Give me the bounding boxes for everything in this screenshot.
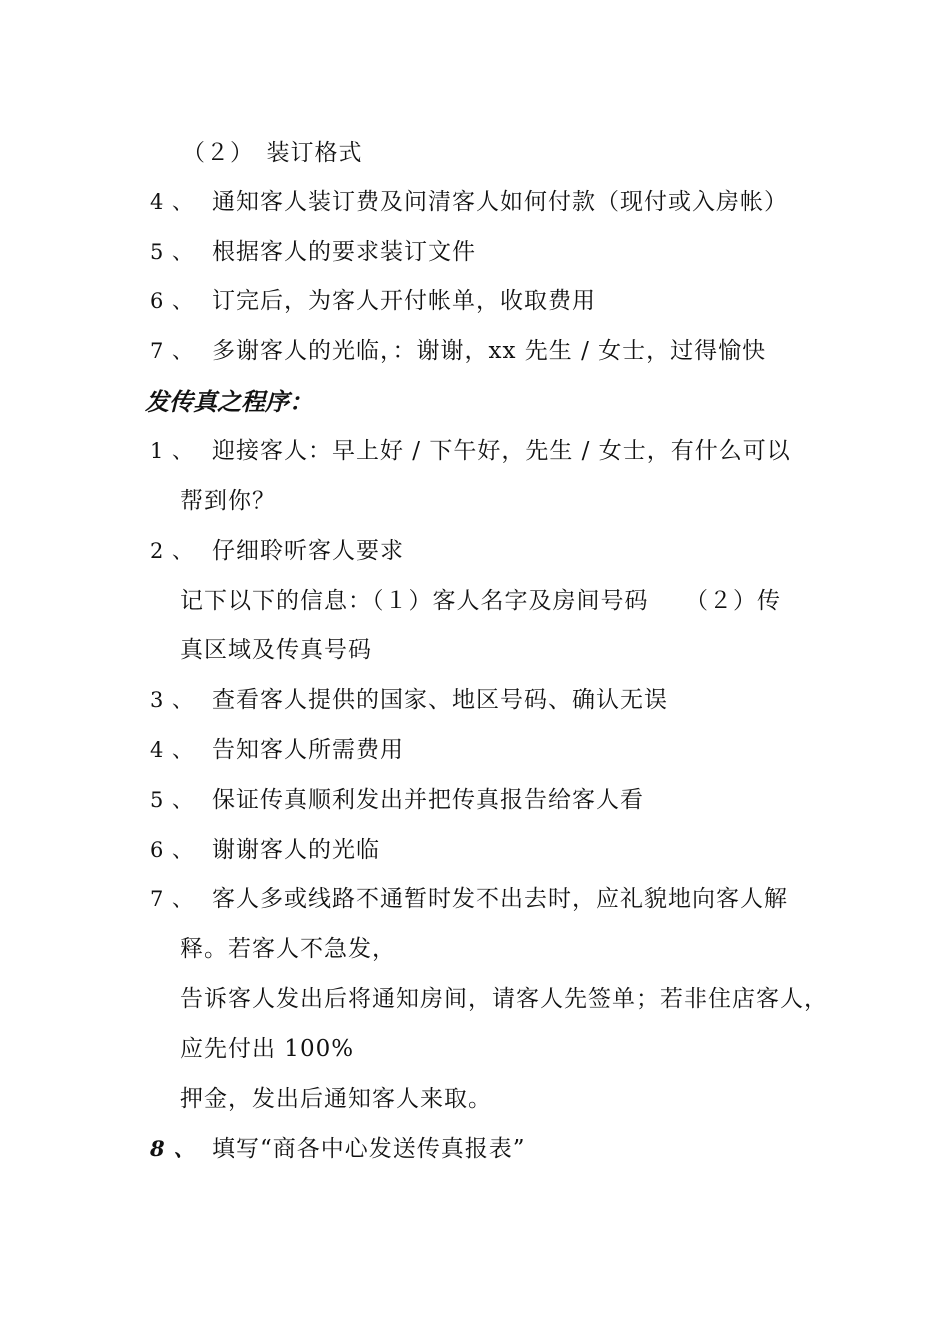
step-number: 7 、 [150, 887, 195, 911]
step-text: 多谢客人的光临，：谢谢，xx 先生 / 女士，过得愉快 [212, 338, 767, 364]
step-number: 1 、 [150, 439, 195, 463]
step-number: 6 、 [150, 289, 195, 313]
binding-format-subitem: （２） 装订格式 [182, 140, 363, 166]
step-text: 根据客人的要求装订文件 [212, 239, 476, 265]
fax-step-7-continuation: 告诉客人发出后将通知房间，请客人先签单；若非住店客人， [180, 986, 828, 1012]
step-number: 5 、 [150, 240, 195, 264]
step-text: 订完后，为客人开付帐单，收取费用 [212, 288, 596, 314]
step-number: 4 、 [150, 190, 195, 214]
step-text: 通知客人装订费及问清客人如何付款（现付或入房帐） [212, 189, 788, 215]
fax-step-7-continuation: 释。若客人不急发， [180, 936, 396, 962]
step-number: 4 、 [150, 738, 195, 762]
step-number: 5 、 [150, 788, 195, 812]
step-text: 迎接客人：早上好 / 下午好，先生 / 女士，有什么可以 [212, 438, 791, 464]
fax-step-7-continuation: 押金，发出后通知客人来取。 [180, 1086, 492, 1112]
fax-step-2-continuation: 记下以下的信息：（１）客人名字及房间号码 （２）传 [180, 588, 781, 614]
step-text: 客人多或线路不通暂时发不出去时，应礼貌地向客人解 [212, 886, 788, 912]
step-number: 8 、 [150, 1136, 196, 1161]
fax-step-2-continuation: 真区域及传真号码 [180, 637, 372, 663]
step-number: 7 、 [150, 339, 195, 363]
step-number: 6 、 [150, 838, 195, 862]
fax-step-7-continuation: 应先付出 100% [180, 1036, 355, 1062]
step-text: 告知客人所需费用 [212, 737, 404, 763]
step-text: 谢谢客人的光临 [212, 837, 380, 863]
step-text: 查看客人提供的国家、地区号码、确认无误 [212, 687, 668, 713]
step-text: 仔细聆听客人要求 [212, 538, 404, 564]
step-text: 保证传真顺利发出并把传真报告给客人看 [212, 787, 644, 813]
step-number: 3 、 [150, 688, 195, 712]
step-text: 填写“商各中心发送传真报表” [212, 1136, 526, 1162]
step-number: 2 、 [150, 539, 195, 563]
fax-procedure-heading: 发传真之程序： [145, 387, 313, 416]
fax-step-1-continuation: 帮到你？ [180, 488, 276, 514]
